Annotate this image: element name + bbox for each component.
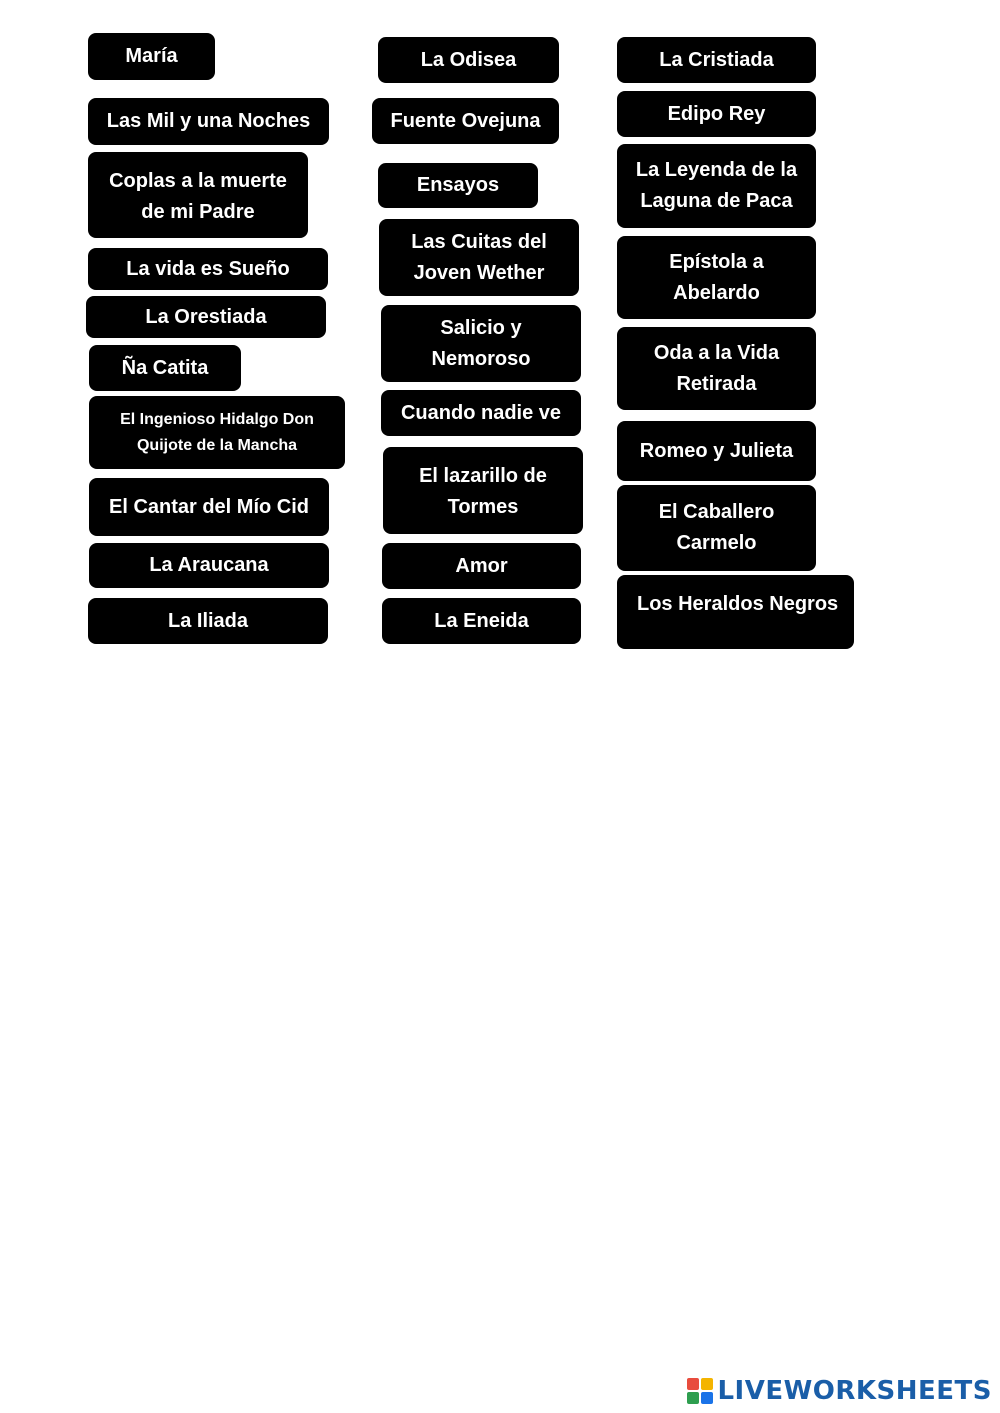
- tile-cuando-nadie-ve[interactable]: Cuando nadie ve: [381, 390, 581, 436]
- tile-coplas[interactable]: Coplas a la muerte de mi Padre: [88, 152, 308, 238]
- liveworksheets-logo-icon: [687, 1378, 713, 1404]
- tile-romeo-y-julieta[interactable]: Romeo y Julieta: [617, 421, 816, 481]
- tile-la-eneida[interactable]: La Eneida: [382, 598, 581, 644]
- tile-epistola-a-abelardo[interactable]: Epístola a Abelardo: [617, 236, 816, 319]
- tile-edipo-rey[interactable]: Edipo Rey: [617, 91, 816, 137]
- tile-los-heraldos-negros[interactable]: Los Heraldos Negros: [617, 575, 854, 649]
- tile-oda-a-la-vida-retirada[interactable]: Oda a la Vida Retirada: [617, 327, 816, 410]
- tile-el-lazarillo-de-tormes[interactable]: El lazarillo de Tormes: [383, 447, 583, 534]
- tile-amor[interactable]: Amor: [382, 543, 581, 589]
- tile-la-odisea[interactable]: La Odisea: [378, 37, 559, 83]
- liveworksheets-footer: [687, 1371, 992, 1411]
- tile-la-leyenda-de-la-laguna[interactable]: La Leyenda de la Laguna de Paca: [617, 144, 816, 228]
- tile-fuente-ovejuna[interactable]: Fuente Ovejuna: [372, 98, 559, 144]
- tile-la-iliada[interactable]: La Iliada: [88, 598, 328, 644]
- tile-la-cristiada[interactable]: La Cristiada: [617, 37, 816, 83]
- tile-el-caballero-carmelo[interactable]: El Caballero Carmelo: [617, 485, 816, 571]
- tile-la-vida-es-sueno[interactable]: La vida es Sueño: [88, 248, 328, 290]
- logo-square-yellow: [701, 1378, 713, 1390]
- tile-la-orestiada[interactable]: La Orestiada: [86, 296, 326, 338]
- tile-na-catita[interactable]: Ña Catita: [89, 345, 241, 391]
- logo-square-green: [687, 1392, 699, 1404]
- tile-maria[interactable]: María: [88, 33, 215, 80]
- tile-el-ingenioso-hidalgo[interactable]: El Ingenioso Hidalgo Don Quijote de la Mancha: [89, 396, 345, 469]
- tile-las-mil-y-una-noches[interactable]: Las Mil y una Noches: [88, 98, 329, 145]
- tile-ensayos[interactable]: Ensayos: [378, 163, 538, 208]
- tile-la-araucana[interactable]: La Araucana: [89, 543, 329, 588]
- tile-salicio-y-nemoroso[interactable]: Salicio y Nemoroso: [381, 305, 581, 382]
- logo-square-blue: [701, 1392, 713, 1404]
- tile-el-cantar-del-mio-cid[interactable]: El Cantar del Mío Cid: [89, 478, 329, 536]
- tile-las-cuitas-del-joven-wether[interactable]: Las Cuitas del Joven Wether: [379, 219, 579, 296]
- brand-name: LIVEWORKSHEETS: [717, 1376, 992, 1406]
- logo-square-red: [687, 1378, 699, 1390]
